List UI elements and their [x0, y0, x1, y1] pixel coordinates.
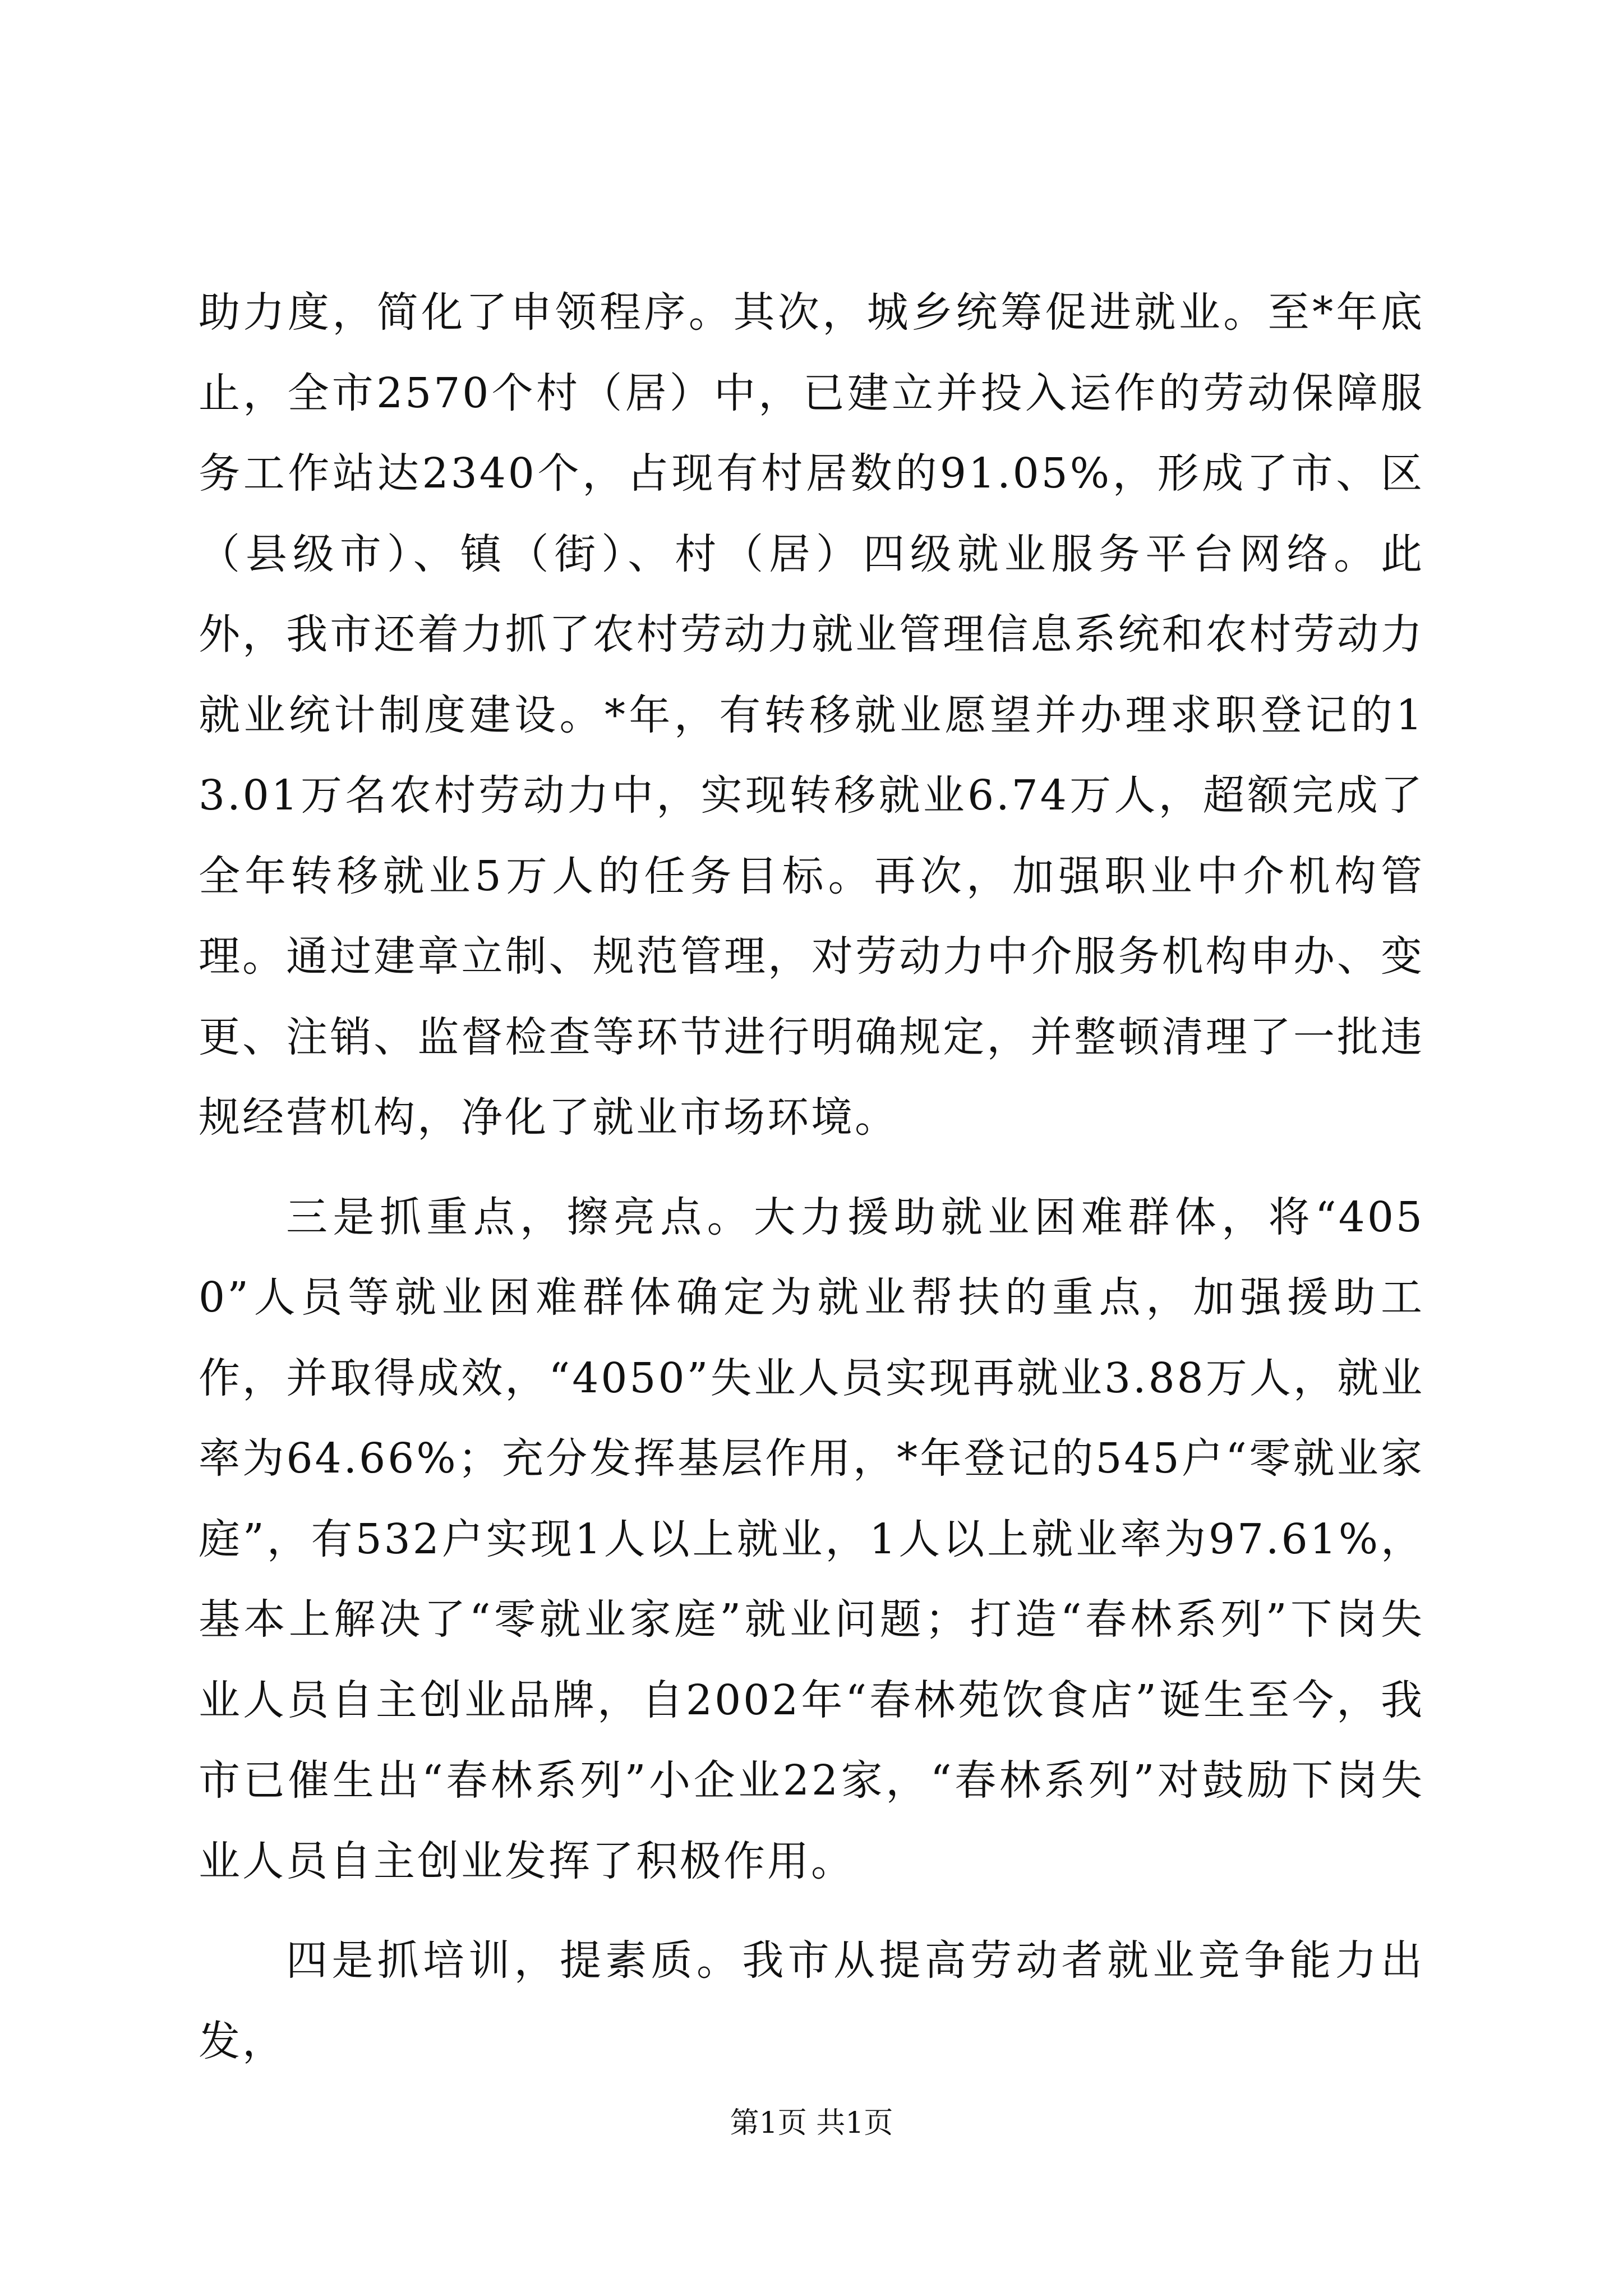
document-body — [199, 273, 1424, 2082]
page-number-footer: 第1页 共1页 — [730, 2106, 893, 2140]
paragraph-key-points: 三是抓重点，擦亮点。大力援助就业困难群体，将“4050”人员等就业困难群体确定为就业帮扶的重点，加强援助工作，并取得成效，“4050”失业人员实现再就业3.88万人，就业率为64.66%；充分发挥基层作用，*年登记的545户“零就业家庭”，有532户实现1人以上就业，1人以上就业率为97.61%，基本上解决了“零就业家庭”就业问题；打造“春林系列”下岗失业人员自主创业品牌，自2002年“春林苑饮食店”诞生至今，我市已催生出“春林系列”小企业22家，“春林系列”对鼓励下岗失业人员自主创业发挥了积极作用。 — [199, 1193, 1424, 1885]
paragraph-continued: 助力度，简化了申领程序。其次，城乡统筹促进就业。至*年底止，全市2570个村（居）中，已建立并投入运作的劳动保障服务工作站达2340个，占现有村居数的91.05%，形成了市、区（县级市）、镇（街）、村（居）四级就业服务平台网络。此外，我市还着力抓了农村劳动力就业管理信息系统和农村劳动力就业统计制度建设。*年，有转移就业愿望并办理求职登记的13.01万名农村劳动力中，实现转移就业6.74万人，超额完成了全年转移就业5万人的任务目标。再次，加强职业中介机构管理。通过建章立制、规范管理，对劳动力中介服务机构申办、变更、注销、监督检查等环节进行明确规定，并整顿清理了一批违规经营机构，净化了就业市场环境。 — [199, 288, 1424, 1142]
paragraph-training: 四是抓培训，提素质。我市从提高劳动者就业竞争能力出发， — [199, 1936, 1424, 2065]
